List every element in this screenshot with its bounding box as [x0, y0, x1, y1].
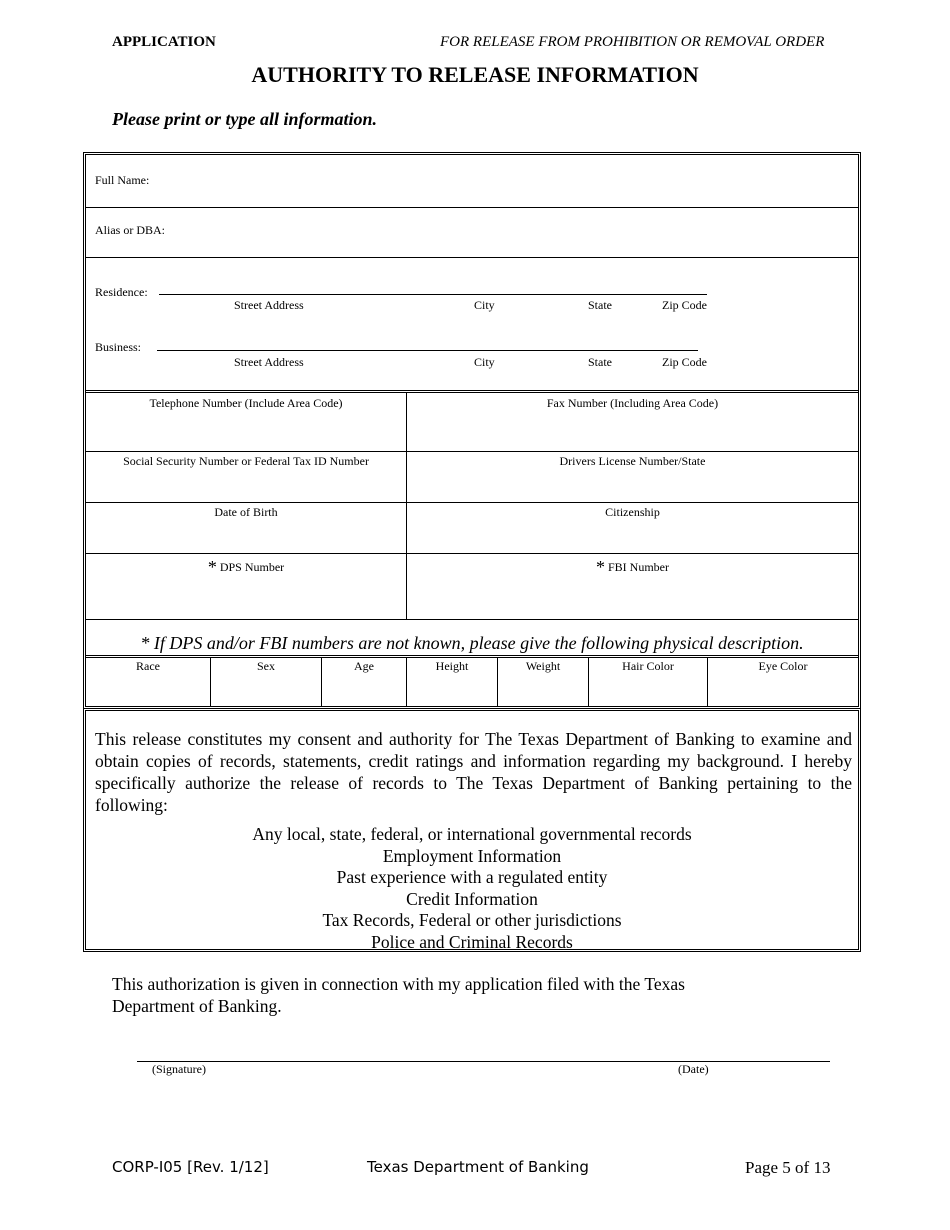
consent-box [83, 708, 861, 952]
consent-paragraph: This release constitutes my consent and authority for The Texas Department of Banking to examine and obtain copies of records, statements, credit ratings and information regarding my background. I hereby specifically authorize the release of records to The Texas Department of Banking pertaining to the following: [95, 729, 852, 815]
citizenship-label: Citizenship [605, 505, 660, 519]
fbi-field[interactable] [416, 579, 846, 615]
list-item: Employment Information [382, 845, 562, 866]
weight-label: Weight [525, 659, 561, 673]
ssn-label: Social Security Number or Federal Tax ID Number [123, 454, 369, 468]
height-label: Height [435, 659, 469, 673]
race-label: Race [136, 659, 160, 673]
consent-list [86, 824, 858, 953]
citizenship-field[interactable] [416, 522, 846, 552]
business-state-label: State [588, 355, 612, 369]
residence-zip-label: Zip Code [662, 298, 707, 312]
divider [86, 619, 858, 620]
business-label: Business: [95, 340, 142, 354]
form-box [83, 152, 861, 709]
divider [86, 451, 858, 452]
asterisk: * [596, 557, 605, 577]
business-line[interactable] [157, 350, 698, 351]
fbi-label-text: FBI Number [608, 560, 669, 574]
divider-double [86, 390, 858, 393]
instruction-text: Please print or type all information. [112, 109, 378, 129]
age-label: Age [354, 659, 374, 673]
list-item: Past experience with a regulated entity [336, 867, 608, 887]
telephone-label: Telephone Number (Include Area Code) [149, 396, 343, 410]
alias-label: Alias or DBA: [95, 223, 165, 237]
page-title: AUTHORITY TO RELEASE INFORMATION [251, 62, 699, 87]
divider [86, 553, 858, 554]
signature-label: (Signature) [152, 1062, 206, 1076]
full-name-field[interactable] [166, 161, 846, 201]
divider [86, 257, 858, 258]
ssn-field[interactable] [96, 471, 396, 501]
list-item: Tax Records, Federal or other jurisdictions [322, 910, 622, 930]
residence-line[interactable] [159, 294, 707, 295]
business-city-label: City [474, 355, 495, 369]
authorization-text: This authorization is given in connection with my application filed with the Texas Department of Banking. [112, 974, 685, 1016]
sex-label: Sex [257, 659, 275, 673]
telephone-field[interactable] [96, 413, 396, 449]
eye-color-label: Eye Color [758, 659, 808, 673]
business-zip-label: Zip Code [662, 355, 707, 369]
fax-label: Fax Number (Including Area Code) [546, 396, 719, 410]
list-item: Any local, state, federal, or international governmental records [252, 824, 692, 844]
footer-form-id: CORP-I05 [Rev. 1/12] [112, 1158, 269, 1176]
divider [86, 207, 858, 208]
dob-label: Date of Birth [214, 505, 278, 519]
dps-field[interactable] [96, 579, 396, 615]
asterisk: * [207, 557, 217, 577]
residence-state-label: State [588, 298, 612, 312]
header-application: APPLICATION [112, 34, 216, 50]
residence-street-label: Street Address [234, 298, 304, 312]
dps-label [86, 557, 406, 578]
date-label: (Date) [678, 1062, 709, 1076]
hair-color-label: Hair Color [622, 659, 674, 673]
fbi-label [407, 557, 858, 578]
alias-field[interactable] [176, 213, 846, 249]
drivers-license-label: Drivers License Number/State [559, 454, 706, 468]
residence-label: Residence: [95, 285, 148, 299]
footer-page-number: Page 5 of 13 [745, 1158, 831, 1177]
fax-field[interactable] [416, 413, 846, 449]
dps-label-text: DPS Number [219, 560, 285, 574]
full-name-label: Full Name: [95, 173, 150, 187]
drivers-license-field[interactable] [416, 471, 846, 501]
dob-field[interactable] [96, 522, 396, 552]
residence-city-label: City [474, 298, 495, 312]
header-subtitle: FOR RELEASE FROM PROHIBITION OR REMOVAL ORDER [440, 34, 825, 50]
divider [86, 502, 858, 503]
physical-description-note: * If DPS and/or FBI numbers are not known, please give the following physical description. [140, 633, 804, 653]
business-street-label: Street Address [234, 355, 304, 369]
divider-double [86, 655, 858, 658]
list-item: Police and Criminal Records [371, 931, 573, 952]
footer-agency: Texas Department of Banking [367, 1158, 589, 1176]
signature-line[interactable] [137, 1061, 830, 1062]
list-item: Credit Information [406, 888, 538, 909]
